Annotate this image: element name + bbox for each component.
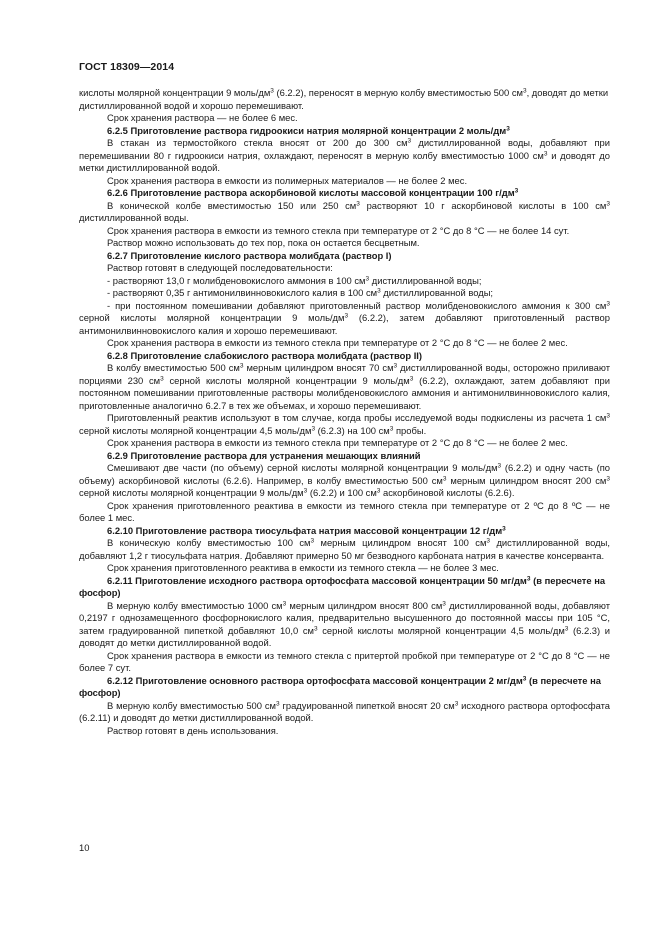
text-segment: (в пересчете на фосфор) — [79, 574, 606, 598]
text-segment: - при постоянном помешивании добавляют приготовленный раствор молибденовокислого аммония к 300 см — [107, 299, 607, 311]
text-segment: мерным цилиндром вносят 800 см — [286, 599, 443, 611]
superscript: 3 — [239, 362, 244, 370]
superscript: 3 — [310, 537, 315, 545]
text-segment: серной кислоты молярной концентрации 4,5 моль/дм — [79, 424, 312, 436]
text-segment: мерным цилиндром вносят 70 см — [243, 362, 394, 373]
paragraph — [79, 225, 610, 238]
section-heading — [79, 250, 610, 263]
section-heading — [79, 125, 610, 138]
paragraph — [79, 725, 610, 738]
superscript: 3 — [344, 312, 349, 320]
text-segment: (6.2.3) на 100 см — [315, 424, 390, 436]
text-segment: Срок хранения раствора в емкости из полимерных материалов — не более 2 мес. — [107, 174, 468, 186]
text-segment: , доводят до метки дистиллированной водой и хорошо перемешивают. — [79, 87, 609, 111]
text-segment: мерным цилиндром вносят 200 см — [446, 474, 607, 486]
paragraph — [79, 412, 610, 437]
paragraph — [79, 362, 610, 412]
text-segment: 6.2.5 Приготовление раствора гидроокиси натрия молярной концентрации 2 моль/дм — [107, 124, 507, 136]
text-segment: В конической колбе вместимостью 150 или 250 см — [107, 199, 357, 211]
text-segment: серной кислоты молярной концентрации 9 моль/дм — [79, 312, 345, 323]
superscript: 3 — [407, 137, 412, 145]
text-segment: (6.2.2), затем добавляют приготовленный раствор антимонилвинновокислого калия и хорошо перемешивают. — [79, 312, 610, 336]
section-heading — [79, 450, 610, 463]
paragraph — [79, 175, 610, 188]
text-segment: дистиллированной воды. — [79, 212, 189, 223]
text-segment: мерным цилиндром вносят 100 см — [314, 537, 487, 548]
text-segment: растворяют 10 г аскорбиновой кислоты в 100 см — [359, 199, 607, 211]
text-segment: (6.2.2), охлаждают, затем добавляют при постоянном помешивании приготовленные растворы молибденовокислого аммония и антимонилвинновокислого калия, приготовленные аналогично 6.2.7 в тех же объемах, и хорошо перемешивают. — [79, 374, 610, 411]
text-segment: Раствор готовят в следующей последовательности: — [107, 262, 333, 273]
text-segment: дистиллированной воды; — [369, 274, 482, 286]
text-segment: 6.2.9 Приготовление раствора для устранения мешающих влияний — [107, 449, 421, 461]
paragraph — [79, 300, 610, 338]
superscript: 3 — [506, 125, 510, 132]
paragraph — [79, 287, 610, 300]
superscript: 3 — [313, 625, 318, 632]
superscript: 3 — [442, 475, 447, 482]
text-segment: градуированной пипеткой вносят 20 см — [279, 699, 455, 711]
superscript: 3 — [160, 375, 164, 382]
text-segment: Смешивают две части (по объему) серной кислоты молярной концентрации 9 моль/дм — [107, 462, 498, 473]
paragraph — [79, 337, 610, 350]
text-segment: - растворяют 13,0 г молибденовокислого аммония в 100 см — [107, 274, 366, 286]
paragraph — [79, 537, 610, 562]
paragraph — [79, 262, 610, 275]
superscript: 3 — [564, 625, 569, 632]
superscript: 3 — [606, 300, 610, 307]
text-segment: В мерную колбу вместимостью 500 см — [107, 699, 276, 711]
text-segment: серной кислоты молярной концентрации 4,5 моль/дм — [317, 624, 565, 636]
text-segment: дистиллированной воды, осторожно приливают порциями 230 см — [79, 362, 610, 386]
text-segment: исходного раствора ортофосфата (6.2.11) и доводят до метки дистиллированной водой. — [79, 699, 610, 723]
text-segment: - растворяют 0,35 г антимонилвинновокислого калия в 100 см — [107, 287, 378, 298]
text-segment: 6.2.6 Приготовление раствора аскорбиновой кислоты массовой концентрации 100 г/дм — [107, 187, 515, 198]
text-segment: серной кислоты молярной концентрации 9 моль/дм — [163, 374, 410, 386]
paragraph — [79, 462, 610, 500]
section-heading — [79, 675, 610, 700]
paragraph — [79, 562, 610, 575]
text-segment: (6.2.2) и одну часть (по объему) аскорбиновой кислоты (6.2.6). Например, в колбу вместимостью 500 см — [79, 462, 611, 486]
paragraph — [79, 600, 610, 650]
superscript: 3 — [606, 475, 611, 482]
paragraph — [79, 237, 610, 250]
text-segment: В стакан из термостойкого стекла вносят от 200 до 300 см — [107, 137, 408, 148]
superscript: 3 — [497, 462, 502, 470]
paragraph — [79, 650, 610, 675]
superscript: 3 — [282, 600, 287, 607]
text-segment: 6.2.11 Приготовление исходного раствора ортофосфата массовой концентрации 50 мг/дм — [107, 574, 527, 586]
text-segment: Раствор готовят в день использования. — [107, 724, 279, 736]
superscript: 3 — [377, 287, 381, 295]
superscript: 3 — [526, 575, 531, 582]
text-segment: В коническую колбу вместимостью 100 см — [107, 537, 311, 548]
text-segment: 6.2.7 Приготовление кислого раствора молибдата (раствор I) — [107, 249, 392, 261]
superscript: 3 — [311, 425, 316, 432]
superscript: 3 — [606, 412, 610, 420]
superscript: 3 — [522, 87, 527, 95]
text-segment: серной кислоты молярной концентрации 9 моль/дм — [79, 487, 304, 498]
superscript: 3 — [389, 425, 394, 432]
text-segment: Срок хранения приготовленного реактива в емкости из темного стекла при температуре от 2 ºС до 8 ºС — не более 1 мес. — [79, 499, 610, 523]
text-segment: (6.2.3) и доводят до метки дистиллированной водой. — [79, 624, 610, 648]
paragraph — [79, 437, 610, 450]
text-segment: В мерную колбу вместимостью 1000 см — [107, 599, 283, 611]
section-heading — [79, 350, 610, 363]
superscript: 3 — [606, 200, 610, 207]
paragraph — [79, 87, 610, 112]
paragraph — [79, 200, 610, 225]
document-body — [79, 87, 610, 737]
document-header: ГОСТ 18309—2014 — [79, 61, 175, 73]
text-segment: (в пересчете на фосфор) — [79, 674, 601, 698]
text-segment: Срок хранения приготовленного реактива в емкости из темного стекла — не более 3 мес. — [107, 562, 499, 573]
superscript: 3 — [502, 525, 506, 532]
text-segment: дистиллированной воды, добавляют 1,2 г тиосульфата натрия. Добавляют примерно 50 мг безводного карбоната натрия в качестве консерванта. — [79, 537, 610, 561]
text-segment: Раствор можно использовать до тех пор, пока он остается бесцветным. — [107, 237, 420, 248]
superscript: 3 — [522, 675, 527, 682]
text-segment: Срок хранения раствора в емкости из темного стекла при температуре от 2 °С до 8 °С — не более 2 мес. — [107, 337, 568, 348]
text-segment: дистиллированной воды, добавляют при перемешивании 80 г гидроокиси натрия, охлаждают, переносят в мерную колбу вместимостью 1000 см — [79, 137, 610, 161]
page-number: 10 — [79, 842, 90, 853]
paragraph — [79, 700, 610, 725]
superscript: 3 — [376, 487, 381, 495]
text-segment: В колбу вместимостью 500 см — [107, 362, 240, 373]
paragraph — [79, 275, 610, 288]
superscript: 3 — [393, 362, 398, 370]
section-heading — [79, 187, 610, 200]
paragraph — [79, 137, 610, 175]
superscript: 3 — [356, 200, 360, 207]
superscript: 3 — [270, 87, 274, 95]
text-segment: пробы. — [393, 424, 427, 436]
superscript: 3 — [365, 275, 370, 282]
text-segment: 6.2.12 Приготовление основного раствора ортофосфата массовой концентрации 2 мг/дм — [107, 674, 523, 686]
text-segment: 6.2.10 Приготовление раствора тиосульфата натрия массовой концентрации 12 г/дм — [107, 524, 503, 536]
superscript: 3 — [442, 600, 446, 607]
text-segment: 6.2.8 Приготовление слабокислого раствора молибдата (раствор II) — [107, 349, 423, 361]
text-segment: дистиллированной воды, добавляют 0,2197 г однозамещенного фосфорнокислого калия, предварительно высушенного до постоянной массы при 105 °С, затем градуированной пипеткой добавляют 10,0 см — [79, 599, 610, 636]
superscript: 3 — [275, 700, 280, 707]
superscript: 3 — [409, 375, 414, 382]
superscript: 3 — [486, 537, 491, 545]
text-segment: (6.2.2) и 100 см — [307, 487, 377, 498]
paragraph — [79, 500, 610, 525]
text-segment: Срок хранения раствора — не более 6 мес. — [107, 112, 298, 123]
superscript: 3 — [454, 700, 459, 707]
superscript: 3 — [303, 487, 308, 495]
text-segment: дистиллированной воды; — [380, 287, 494, 298]
superscript: 3 — [543, 150, 548, 157]
text-segment: аскорбиновой кислоты (6.2.6). — [380, 487, 515, 498]
text-segment: Срок хранения раствора в емкости из темного стекла при температуре от 2 °С до 8 °С — не более 14 сут. — [107, 224, 570, 236]
text-segment: и доводят до метки дистиллированной водой. — [79, 149, 610, 173]
paragraph — [79, 112, 610, 125]
text-segment: Срок хранения раствора в емкости из темного стекла с притертой пробкой при температуре от 2 °С до 8 °С — не более 7 сут. — [79, 649, 610, 673]
section-heading — [79, 575, 610, 600]
section-heading — [79, 525, 610, 538]
superscript: 3 — [514, 187, 519, 195]
text-segment: (6.2.2), переносят в мерную колбу вместимостью 500 см — [273, 87, 523, 98]
text-segment: кислоты молярной концентрации 9 моль/дм — [79, 87, 271, 98]
text-segment: Приготовленный реактив используют в том случае, когда пробы исследуемой воды подкислены из расчета 1 см — [107, 412, 607, 423]
text-segment: Срок хранения раствора в емкости из темного стекла при температуре от 2 °С до 8 °С — не более 2 мес. — [107, 437, 568, 448]
